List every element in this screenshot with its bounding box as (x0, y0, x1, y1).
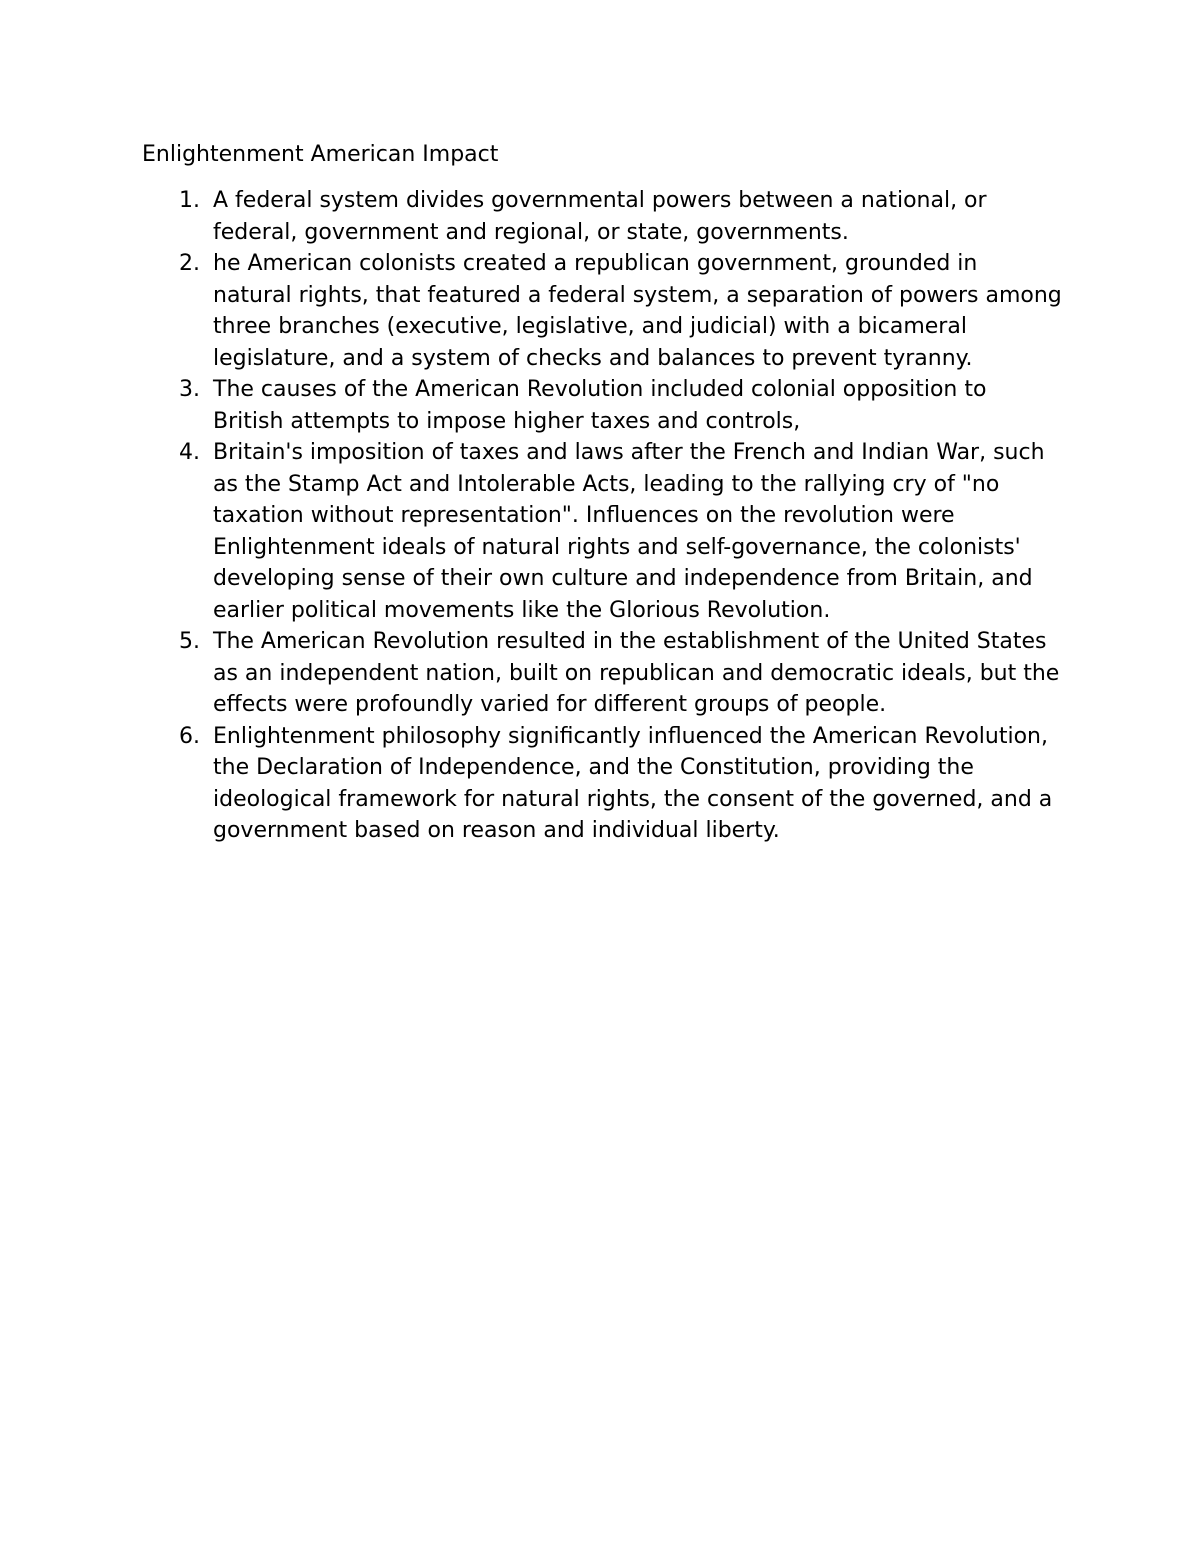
list-item-number: 3. (179, 377, 200, 402)
list-item-number: 6. (179, 723, 200, 749)
list-item (142, 626, 1062, 721)
list-item (142, 374, 1062, 437)
list-item-number: 4. (179, 440, 200, 465)
list-item-text: The American Revolution resulted in the establishment of the United States as an independent nation, built on republican and democratic ideals, but the effects were profoundly varied for different groups of people. (213, 629, 1060, 717)
list-item (142, 437, 1062, 626)
list-item (142, 248, 1062, 374)
document-title: Enlightenment American Impact (142, 142, 499, 167)
list-item-number: 2. (179, 251, 200, 276)
numbered-list (142, 185, 1062, 847)
list-item-number: 5. (179, 629, 200, 654)
list-item-text: A federal system divides governmental powers between a national, or federal, government and regional, or state, governments. (213, 188, 987, 245)
document-body (142, 139, 1062, 847)
list-item-text: he American colonists created a republican government, grounded in natural rights, that featured a federal system, a separation of powers among three branches (executive, legislative, and judicial) with a bicameral legislature, and a system of checks and balances to prevent tyranny. (213, 251, 1062, 371)
list-item (142, 721, 1062, 847)
list-item (142, 185, 1062, 248)
list-item-number: 1. (179, 188, 200, 213)
list-item-text: Britain's imposition of taxes and laws after the French and Indian War, such as the Stamp Act and Intolerable Acts, leading to the rallying cry of "no taxation without representation". Influences on the revolution were Enlightenment ideals of natural rights and self-governance, the colonists' developing sense of their own culture and independence from Britain, and earlier political movements like the Glorious Revolution. (213, 440, 1045, 623)
list-item-text: The causes of the American Revolution included colonial opposition to British attempts to impose higher taxes and controls, (213, 377, 987, 434)
list-item-text: Enlightenment philosophy significantly influenced the American Revolution, the Declaration of Independence, and the Constitution, providing the ideological framework for natural rights, the consent of the governed, and a government based on reason and individual liberty. (213, 723, 1053, 843)
